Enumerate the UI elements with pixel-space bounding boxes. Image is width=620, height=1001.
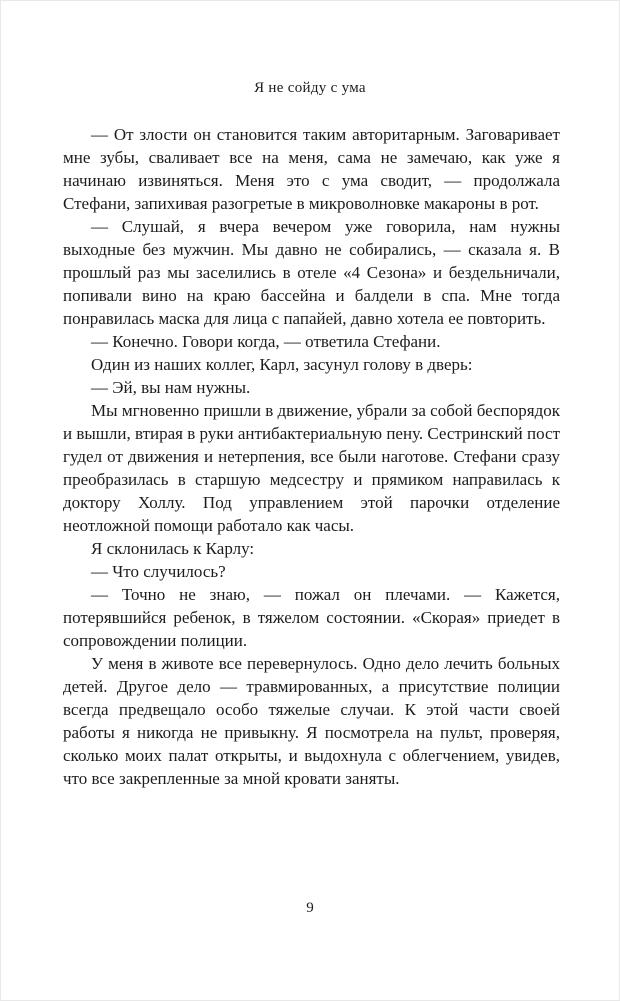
paragraph: Я склонилась к Карлу: bbox=[91, 539, 255, 558]
paragraph: — Что случилось? bbox=[91, 562, 226, 581]
paragraph: — От злости он становится таким авторитарным. Заговаривает мне зубы, сваливает все на меня, сама не замечаю, как уже я начинаю извиняться. Меня это с ума сводит, — продолжала Стефани, запихивая разогретые в микроволновке макароны в рот. bbox=[63, 125, 560, 213]
paragraph: — Эй, вы нам нужны. bbox=[91, 378, 251, 397]
body-text bbox=[63, 123, 560, 790]
paragraph: Мы мгновенно пришли в движение, убрали за собой беспорядок и вышли, втирая в руки антибактериальную пену. Сестринский пост гудел от движения и нетерпения, все были наготове. Стефани сразу преобразилась в старшую медсестру и прямиком направилась к доктору Холлу. Под управлением этой парочки отделение неотложной помощи работало как часы. bbox=[63, 401, 561, 535]
paragraph: — Слушай, я вчера вечером уже говорила, нам нужны выходные без мужчин. Мы давно не собирались, — сказала я. В прошлый раз мы заселились в отеле «4 Сезона» и бездельничали, попивали вино на краю бассейна и балдели в спа. Мне тогда понравилась маска для лица с папайей, давно хотела ее повторить. bbox=[63, 217, 560, 328]
paragraph: — Конечно. Говори когда, — ответила Стефани. bbox=[91, 332, 441, 351]
paragraph: — Точно не знаю, — пожал он плечами. — Кажется, потерявшийся ребенок, в тяжелом состоянии. «Скорая» приедет в сопровождении полиции. bbox=[63, 585, 560, 650]
page-number: 9 bbox=[306, 900, 314, 916]
paragraph: У меня в животе все перевернулось. Одно дело лечить больных детей. Другое дело — травмированных, а присутствие полиции всегда предвещало особо тяжелые случаи. К этой части своей работы я никогда не привыкну. Я посмотрела на пульт, проверяя, сколько моих палат открыты, и выдохнула с облегчением, увидев, что все закрепленные за мной кровати заняты. bbox=[63, 654, 560, 788]
running-head: Я не сойду с ума bbox=[254, 80, 366, 96]
paragraph: Один из наших коллег, Карл, засунул голову в дверь: bbox=[91, 355, 473, 374]
